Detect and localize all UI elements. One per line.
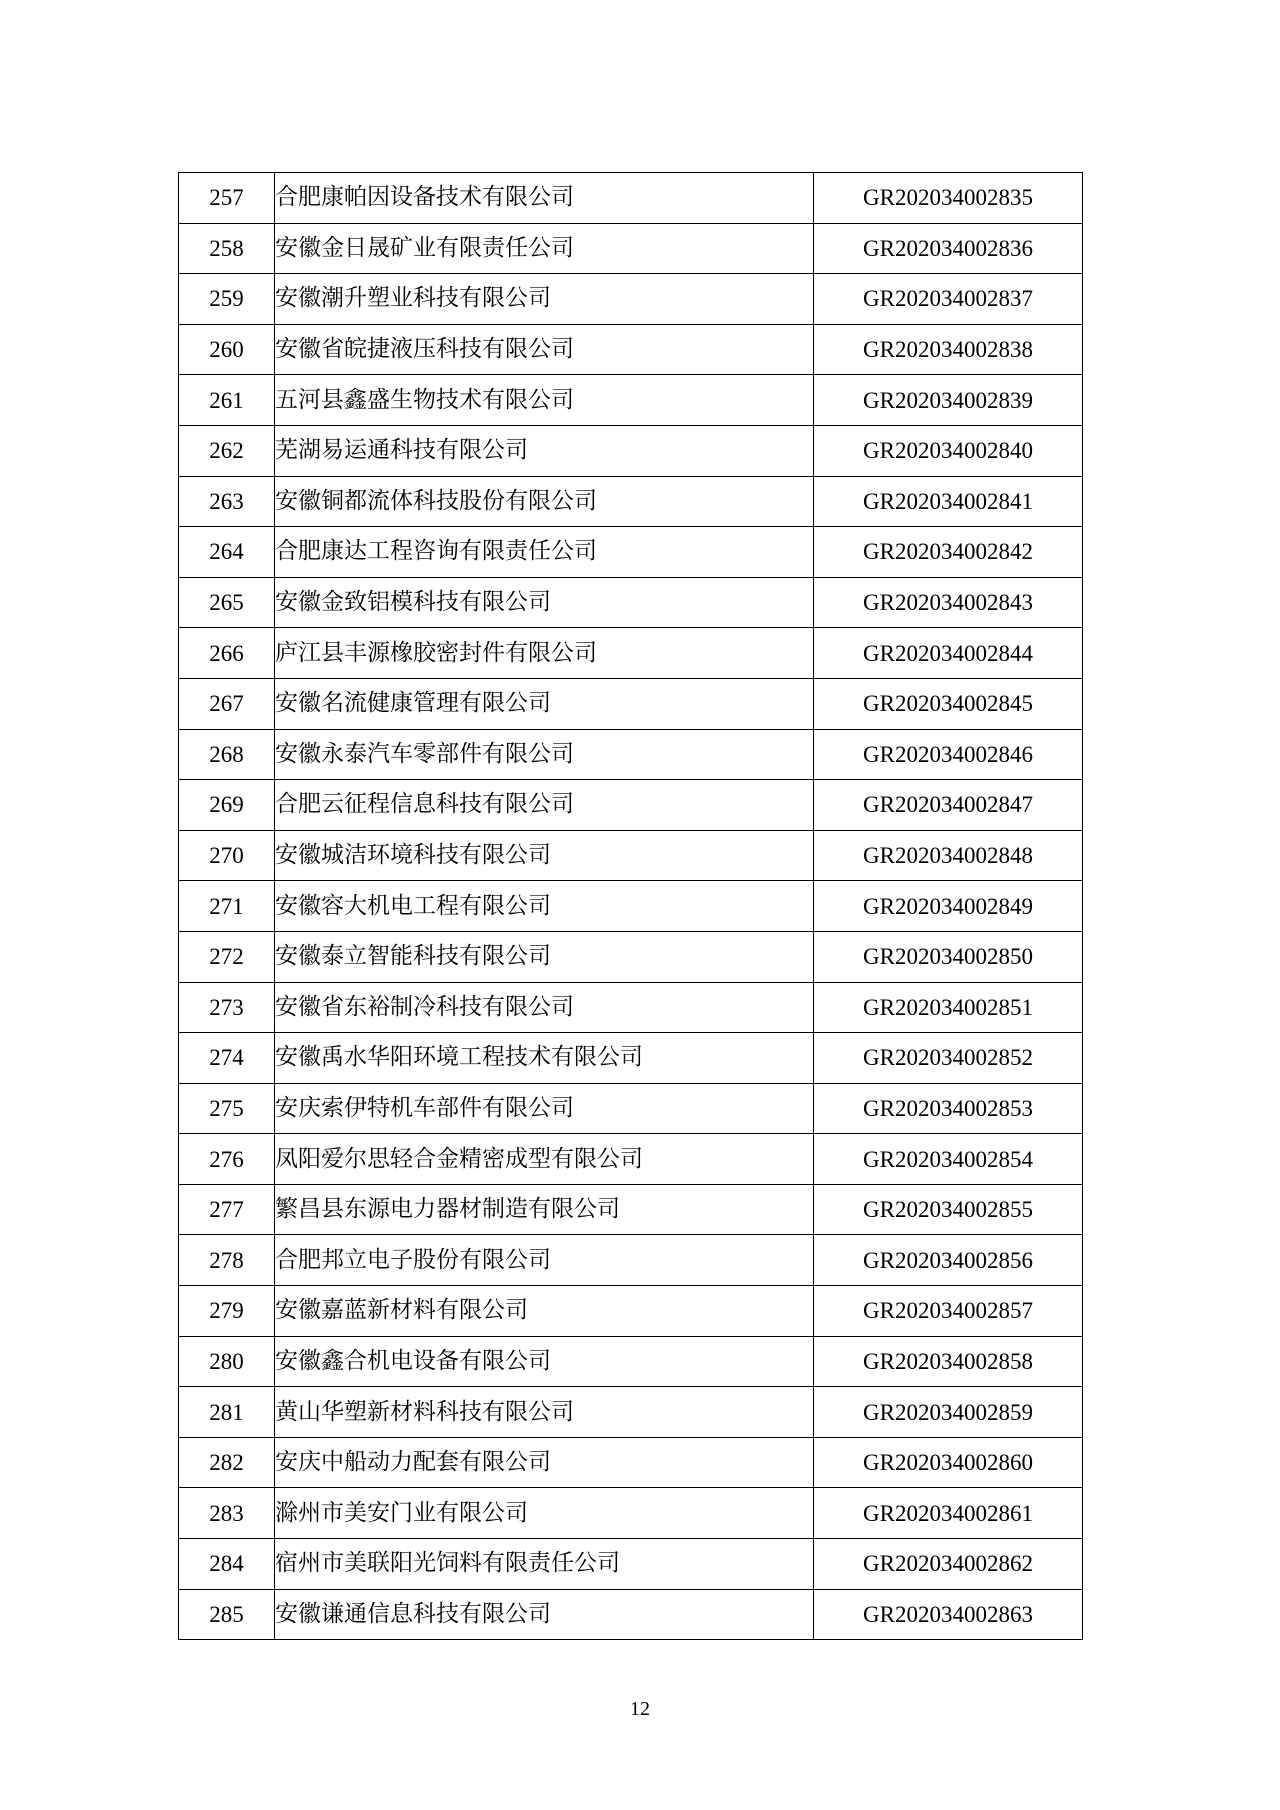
table-row (179, 982, 1083, 1033)
table-row (179, 223, 1083, 274)
certificate-code-cell: GR202034002862 (814, 1539, 1083, 1590)
table-row (179, 1083, 1083, 1134)
certificate-code-cell: GR202034002858 (814, 1336, 1083, 1387)
table-row (179, 1235, 1083, 1286)
certificate-code-cell: GR202034002855 (814, 1184, 1083, 1235)
company-name-cell: 安徽金致铝模科技有限公司 (275, 577, 814, 628)
company-name-cell: 安徽潮升塑业科技有限公司 (275, 274, 814, 325)
page-number: 12 (630, 1698, 650, 1720)
table-row (179, 1286, 1083, 1337)
row-number-cell: 264 (179, 527, 275, 578)
row-number-cell: 260 (179, 324, 275, 375)
row-number-cell: 282 (179, 1437, 275, 1488)
row-number-cell: 266 (179, 628, 275, 679)
certificate-code-cell: GR202034002851 (814, 982, 1083, 1033)
certificate-code-cell: GR202034002857 (814, 1286, 1083, 1337)
table-row (179, 628, 1083, 679)
row-number-cell: 270 (179, 830, 275, 881)
certificate-code-cell: GR202034002847 (814, 780, 1083, 831)
company-name-cell: 安徽容大机电工程有限公司 (275, 881, 814, 932)
company-name-cell: 五河县鑫盛生物技术有限公司 (275, 375, 814, 426)
table-row (179, 830, 1083, 881)
company-name-cell: 合肥康帕因设备技术有限公司 (275, 173, 814, 224)
company-table (178, 172, 1083, 1640)
certificate-code-cell: GR202034002861 (814, 1488, 1083, 1539)
row-number-cell: 267 (179, 678, 275, 729)
company-name-cell: 安徽永泰汽车零部件有限公司 (275, 729, 814, 780)
table-row (179, 1033, 1083, 1084)
company-name-cell: 合肥康达工程咨询有限责任公司 (275, 527, 814, 578)
certificate-code-cell: GR202034002856 (814, 1235, 1083, 1286)
certificate-code-cell: GR202034002842 (814, 527, 1083, 578)
table-row (179, 476, 1083, 527)
company-name-cell: 安庆索伊特机车部件有限公司 (275, 1083, 814, 1134)
row-number-cell: 258 (179, 223, 275, 274)
row-number-cell: 283 (179, 1488, 275, 1539)
row-number-cell: 257 (179, 173, 275, 224)
company-name-cell: 安徽省东裕制冷科技有限公司 (275, 982, 814, 1033)
certificate-code-cell: GR202034002852 (814, 1033, 1083, 1084)
company-name-cell: 宿州市美联阳光饲料有限责任公司 (275, 1539, 814, 1590)
table-row (179, 881, 1083, 932)
table-row (179, 780, 1083, 831)
row-number-cell: 265 (179, 577, 275, 628)
row-number-cell: 261 (179, 375, 275, 426)
certificate-code-cell: GR202034002835 (814, 173, 1083, 224)
row-number-cell: 259 (179, 274, 275, 325)
row-number-cell: 277 (179, 1184, 275, 1235)
company-name-cell: 合肥云征程信息科技有限公司 (275, 780, 814, 831)
row-number-cell: 284 (179, 1539, 275, 1590)
row-number-cell: 263 (179, 476, 275, 527)
row-number-cell: 272 (179, 931, 275, 982)
certificate-code-cell: GR202034002846 (814, 729, 1083, 780)
table-row (179, 1387, 1083, 1438)
certificate-code-cell: GR202034002836 (814, 223, 1083, 274)
row-number-cell: 275 (179, 1083, 275, 1134)
row-number-cell: 273 (179, 982, 275, 1033)
company-name-cell: 滁州市美安门业有限公司 (275, 1488, 814, 1539)
company-name-cell: 安徽城洁环境科技有限公司 (275, 830, 814, 881)
table-row (179, 173, 1083, 224)
table-row (179, 425, 1083, 476)
row-number-cell: 276 (179, 1134, 275, 1185)
company-name-cell: 繁昌县东源电力器材制造有限公司 (275, 1184, 814, 1235)
table-row (179, 1589, 1083, 1640)
table-row (179, 1184, 1083, 1235)
certificate-code-cell: GR202034002840 (814, 425, 1083, 476)
company-name-cell: 凤阳爱尔思轻合金精密成型有限公司 (275, 1134, 814, 1185)
certificate-code-cell: GR202034002838 (814, 324, 1083, 375)
row-number-cell: 262 (179, 425, 275, 476)
company-name-cell: 芜湖易运通科技有限公司 (275, 425, 814, 476)
company-name-cell: 安徽鑫合机电设备有限公司 (275, 1336, 814, 1387)
certificate-code-cell: GR202034002853 (814, 1083, 1083, 1134)
certificate-code-cell: GR202034002844 (814, 628, 1083, 679)
row-number-cell: 269 (179, 780, 275, 831)
row-number-cell: 274 (179, 1033, 275, 1084)
table-row (179, 1336, 1083, 1387)
table-row (179, 274, 1083, 325)
company-name-cell: 安徽铜都流体科技股份有限公司 (275, 476, 814, 527)
certificate-code-cell: GR202034002839 (814, 375, 1083, 426)
row-number-cell: 268 (179, 729, 275, 780)
certificate-code-cell: GR202034002843 (814, 577, 1083, 628)
certificate-code-cell: GR202034002850 (814, 931, 1083, 982)
company-name-cell: 安徽金日晟矿业有限责任公司 (275, 223, 814, 274)
row-number-cell: 271 (179, 881, 275, 932)
table-row (179, 375, 1083, 426)
table-row (179, 324, 1083, 375)
row-number-cell: 281 (179, 1387, 275, 1438)
table-row (179, 1488, 1083, 1539)
certificate-code-cell: GR202034002860 (814, 1437, 1083, 1488)
table-row (179, 729, 1083, 780)
company-name-cell: 安徽嘉蓝新材料有限公司 (275, 1286, 814, 1337)
company-table-body (179, 173, 1083, 1640)
row-number-cell: 279 (179, 1286, 275, 1337)
company-name-cell: 安徽名流健康管理有限公司 (275, 678, 814, 729)
company-name-cell: 安徽谦通信息科技有限公司 (275, 1589, 814, 1640)
certificate-code-cell: GR202034002849 (814, 881, 1083, 932)
table-row (179, 527, 1083, 578)
table-row (179, 1437, 1083, 1488)
certificate-code-cell: GR202034002854 (814, 1134, 1083, 1185)
certificate-code-cell: GR202034002841 (814, 476, 1083, 527)
company-name-cell: 安徽省皖捷液压科技有限公司 (275, 324, 814, 375)
company-name-cell: 庐江县丰源橡胶密封件有限公司 (275, 628, 814, 679)
table-row (179, 678, 1083, 729)
company-name-cell: 安徽禹水华阳环境工程技术有限公司 (275, 1033, 814, 1084)
table-row (179, 577, 1083, 628)
certificate-code-cell: GR202034002863 (814, 1589, 1083, 1640)
table-row (179, 931, 1083, 982)
row-number-cell: 278 (179, 1235, 275, 1286)
certificate-code-cell: GR202034002845 (814, 678, 1083, 729)
company-name-cell: 安徽泰立智能科技有限公司 (275, 931, 814, 982)
certificate-code-cell: GR202034002859 (814, 1387, 1083, 1438)
table-row (179, 1134, 1083, 1185)
company-name-cell: 黄山华塑新材料科技有限公司 (275, 1387, 814, 1438)
table-row (179, 1539, 1083, 1590)
certificate-code-cell: GR202034002848 (814, 830, 1083, 881)
row-number-cell: 280 (179, 1336, 275, 1387)
company-name-cell: 安庆中船动力配套有限公司 (275, 1437, 814, 1488)
certificate-code-cell: GR202034002837 (814, 274, 1083, 325)
row-number-cell: 285 (179, 1589, 275, 1640)
company-name-cell: 合肥邦立电子股份有限公司 (275, 1235, 814, 1286)
